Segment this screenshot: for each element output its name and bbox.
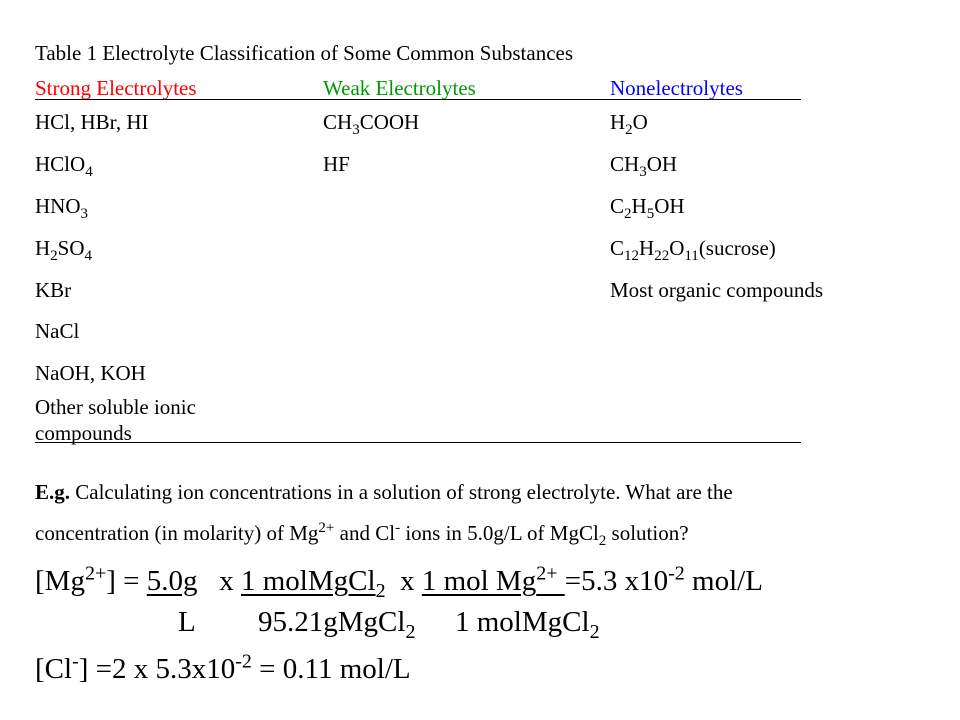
non-item: Most organic compounds xyxy=(610,278,824,302)
cl-concentration-equation: [Cl-] =2 x $5.3x10^{-2} = 0.11$ mol/L xyxy=(35,650,411,685)
factor-1-numerator: 5.0g xyxy=(146,565,198,597)
strong-item: Other soluble ionic compounds xyxy=(35,395,196,446)
strong-item: $HNO_3$ xyxy=(35,194,88,223)
weak-item: $CH_3COOH$ xyxy=(323,110,420,139)
header-nonelectrolytes: Nonelectrolytes xyxy=(610,76,743,100)
example-line-2: concentration (in molarity) of $Mg^{2+}$ and Cl- ions in 5.0g/L of MgCl$_2$ solution? xyxy=(35,520,689,550)
factor-3-numerator: 1 mol $Mg^{2+}$ xyxy=(421,562,558,597)
strong-item: $H_2SO_4$ xyxy=(35,236,93,265)
non-item: $C_{12}H_{22}O_{11}(sucrose)$ xyxy=(610,236,776,265)
factor-2-denominator: 95.21gMgCl$_2$ xyxy=(258,606,416,643)
strong-item: NaOH, KOH xyxy=(35,361,146,385)
strong-item: NaCl xyxy=(35,319,80,343)
weak-item: HF xyxy=(323,152,350,176)
table-title: Table 1 Electrolyte Classification of Some Common Substances xyxy=(35,41,574,65)
table-bottom-rule xyxy=(35,442,801,443)
non-item: $H_2O$ xyxy=(610,110,648,139)
non-item: $CH_3OH$ xyxy=(610,152,678,181)
header-weak-electrolytes: Weak Electrolytes xyxy=(323,76,476,100)
header-strong-electrolytes: Strong Electrolytes xyxy=(35,76,197,100)
example-line-1: E.g. Calculating ion concentrations in a solution of strong electrolyte. What are the xyxy=(35,480,733,504)
strong-item: HCl, HBr, HI xyxy=(35,110,149,134)
mg-concentration-equation: $[Mg^{2+}] = 5.0g$ x 1 molMgCl$_2$ x 1 mol $Mg^{2+} =5.3$ $x10^{-2}$ mol/L xyxy=(35,562,763,602)
factor-2-numerator: 1 molMgCl$_2$ xyxy=(241,565,386,602)
factor-3-denominator: 1 molMgCl$_2$ xyxy=(455,606,600,643)
non-item: $C_2H_5OH$ xyxy=(610,194,685,223)
factor-1-denominator: L xyxy=(178,606,196,638)
header-rule xyxy=(35,99,801,100)
strong-item: KBr xyxy=(35,278,72,302)
strong-item: HClO$_4$ xyxy=(35,152,93,181)
